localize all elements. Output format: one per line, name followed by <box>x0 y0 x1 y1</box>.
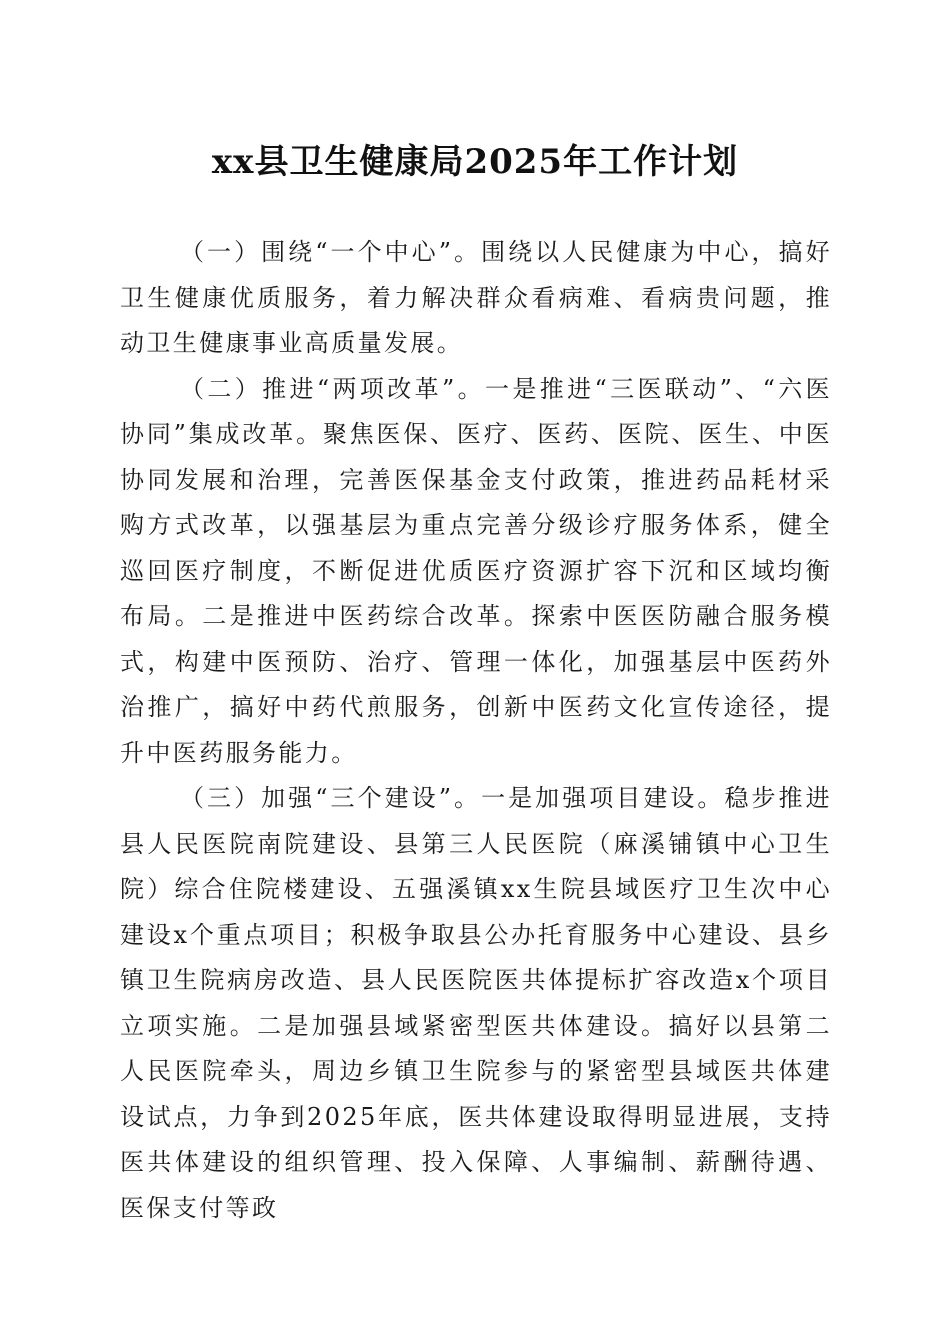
paragraph-text: 围绕以人民健康为中心，搞好卫生健康优质服务，着力解决群众看病难、看病贵问题，推动卫生健康事业高质量发展。 <box>120 238 833 357</box>
document-title: xx县卫生健康局2025年工作计划 <box>211 142 739 182</box>
paragraph-heading: （三）加强“三个建设”。 <box>180 784 482 812</box>
paragraph-two-reforms <box>120 367 832 777</box>
paragraph-three-constructions <box>120 776 832 1231</box>
paragraph-text: 一是加强项目建设。稳步推进县人民医院南院建设、县第三人民医院（麻溪铺镇中心卫生院）综合住院楼建设、五强溪镇xx生院县域医疗卫生次中心建设x个重点项目；积极争取县公办托育服务中心建设、县乡镇卫生院病房改造、县人民医院医共体提标扩容改造x个项目立项实施。二是加强县域紧密型医共体建设。搞好以县第二人民医院牵头，周边乡镇卫生院参与的紧密型县域医共体建设试点，力争到2025年底，医共体建设取得明显进展，支持医共体建设的组织管理、投入保障、人事编制、薪酬待遇、医保支付等政 <box>120 784 833 1222</box>
paragraph-one-center <box>120 230 832 367</box>
paragraph-heading: （二）推进“两项改革”。 <box>180 374 485 403</box>
document-body <box>120 230 832 1231</box>
paragraph-text: 一是推进“三医联动”、“六医协同”集成改革。聚焦医保、医疗、医药、医院、医生、中医协同发展和治理，完善医保基金支付政策，推进药品耗材采购方式改革，以强基层为重点完善分级诊疗服务体系，健全巡回医疗制度，不断促进优质医疗资源扩容下沉和区域均衡布局。二是推进中医药综合改革。探索中医医防融合服务模式，构建中医预防、治疗、管理一体化，加强基层中医药外治推广，搞好中药代煎服务，创新中医药文化宣传途径，提升中医药服务能力。 <box>120 374 832 767</box>
paragraph-heading: （一）围绕“一个中心”。 <box>180 238 482 266</box>
